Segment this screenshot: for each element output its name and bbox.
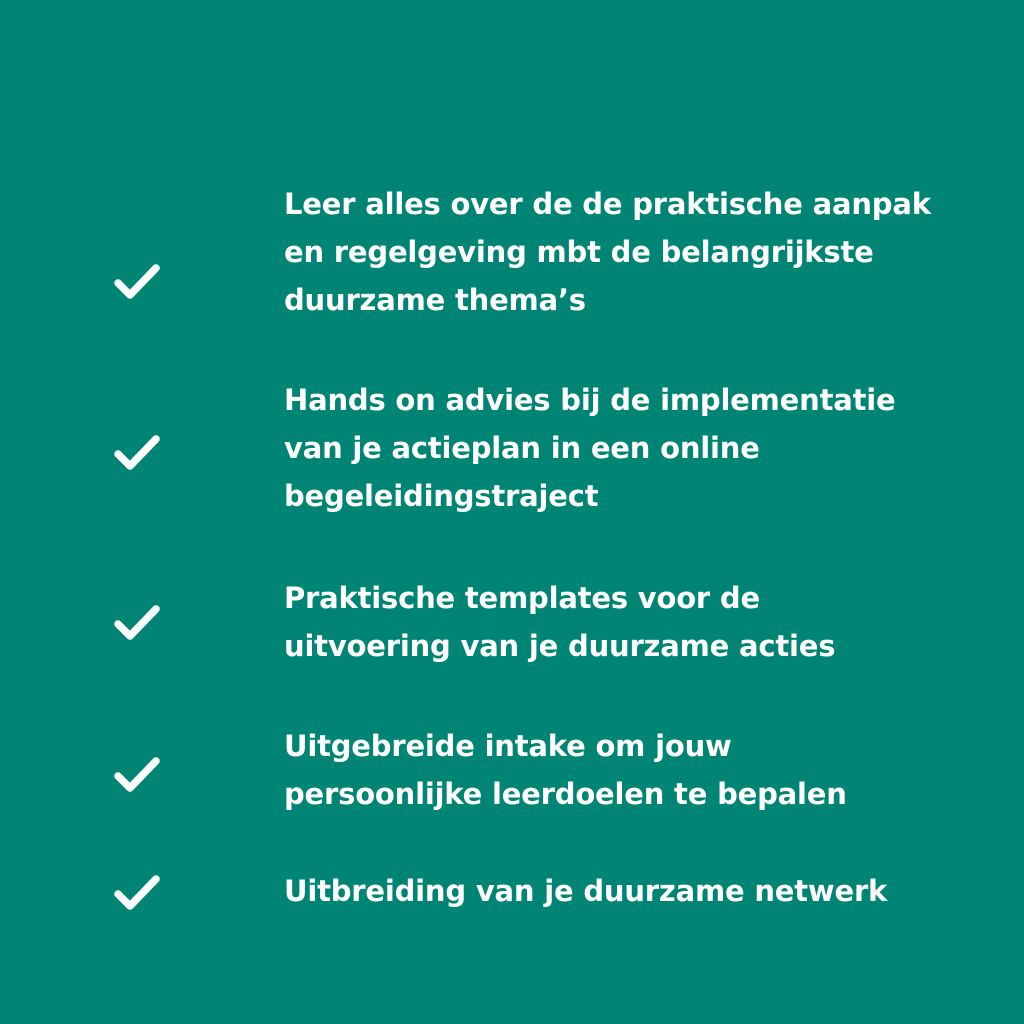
checkmark-icon bbox=[114, 603, 160, 643]
benefit-line: Leer alles over de de praktische aanpak bbox=[284, 187, 931, 221]
checkmark-icon bbox=[114, 873, 160, 913]
benefit-line: uitvoering van je duurzame acties bbox=[284, 629, 836, 663]
benefit-text bbox=[284, 376, 984, 520]
benefit-text bbox=[284, 574, 984, 670]
benefit-line: Praktische templates voor de bbox=[284, 581, 760, 615]
benefit-line: Uitgebreide intake om jouw bbox=[284, 729, 732, 763]
benefit-line: begeleidingstraject bbox=[284, 479, 599, 513]
benefit-line: duurzame thema’s bbox=[284, 283, 586, 317]
benefit-line: persoonlijke leerdoelen te bepalen bbox=[284, 777, 847, 811]
benefit-line: Uitbreiding van je duurzame netwerk bbox=[284, 874, 888, 908]
benefit-line: Hands on advies bij de implementatie bbox=[284, 383, 896, 417]
benefit-text bbox=[284, 180, 984, 324]
benefit-line: en regelgeving mbt de belangrijkste bbox=[284, 235, 874, 269]
checkmark-icon bbox=[114, 755, 160, 795]
benefit-line: van je actieplan in een online bbox=[284, 431, 760, 465]
benefit-text bbox=[284, 867, 984, 915]
checkmark-icon bbox=[114, 433, 160, 473]
checkmark-icon bbox=[114, 262, 160, 302]
benefit-text bbox=[284, 722, 984, 818]
